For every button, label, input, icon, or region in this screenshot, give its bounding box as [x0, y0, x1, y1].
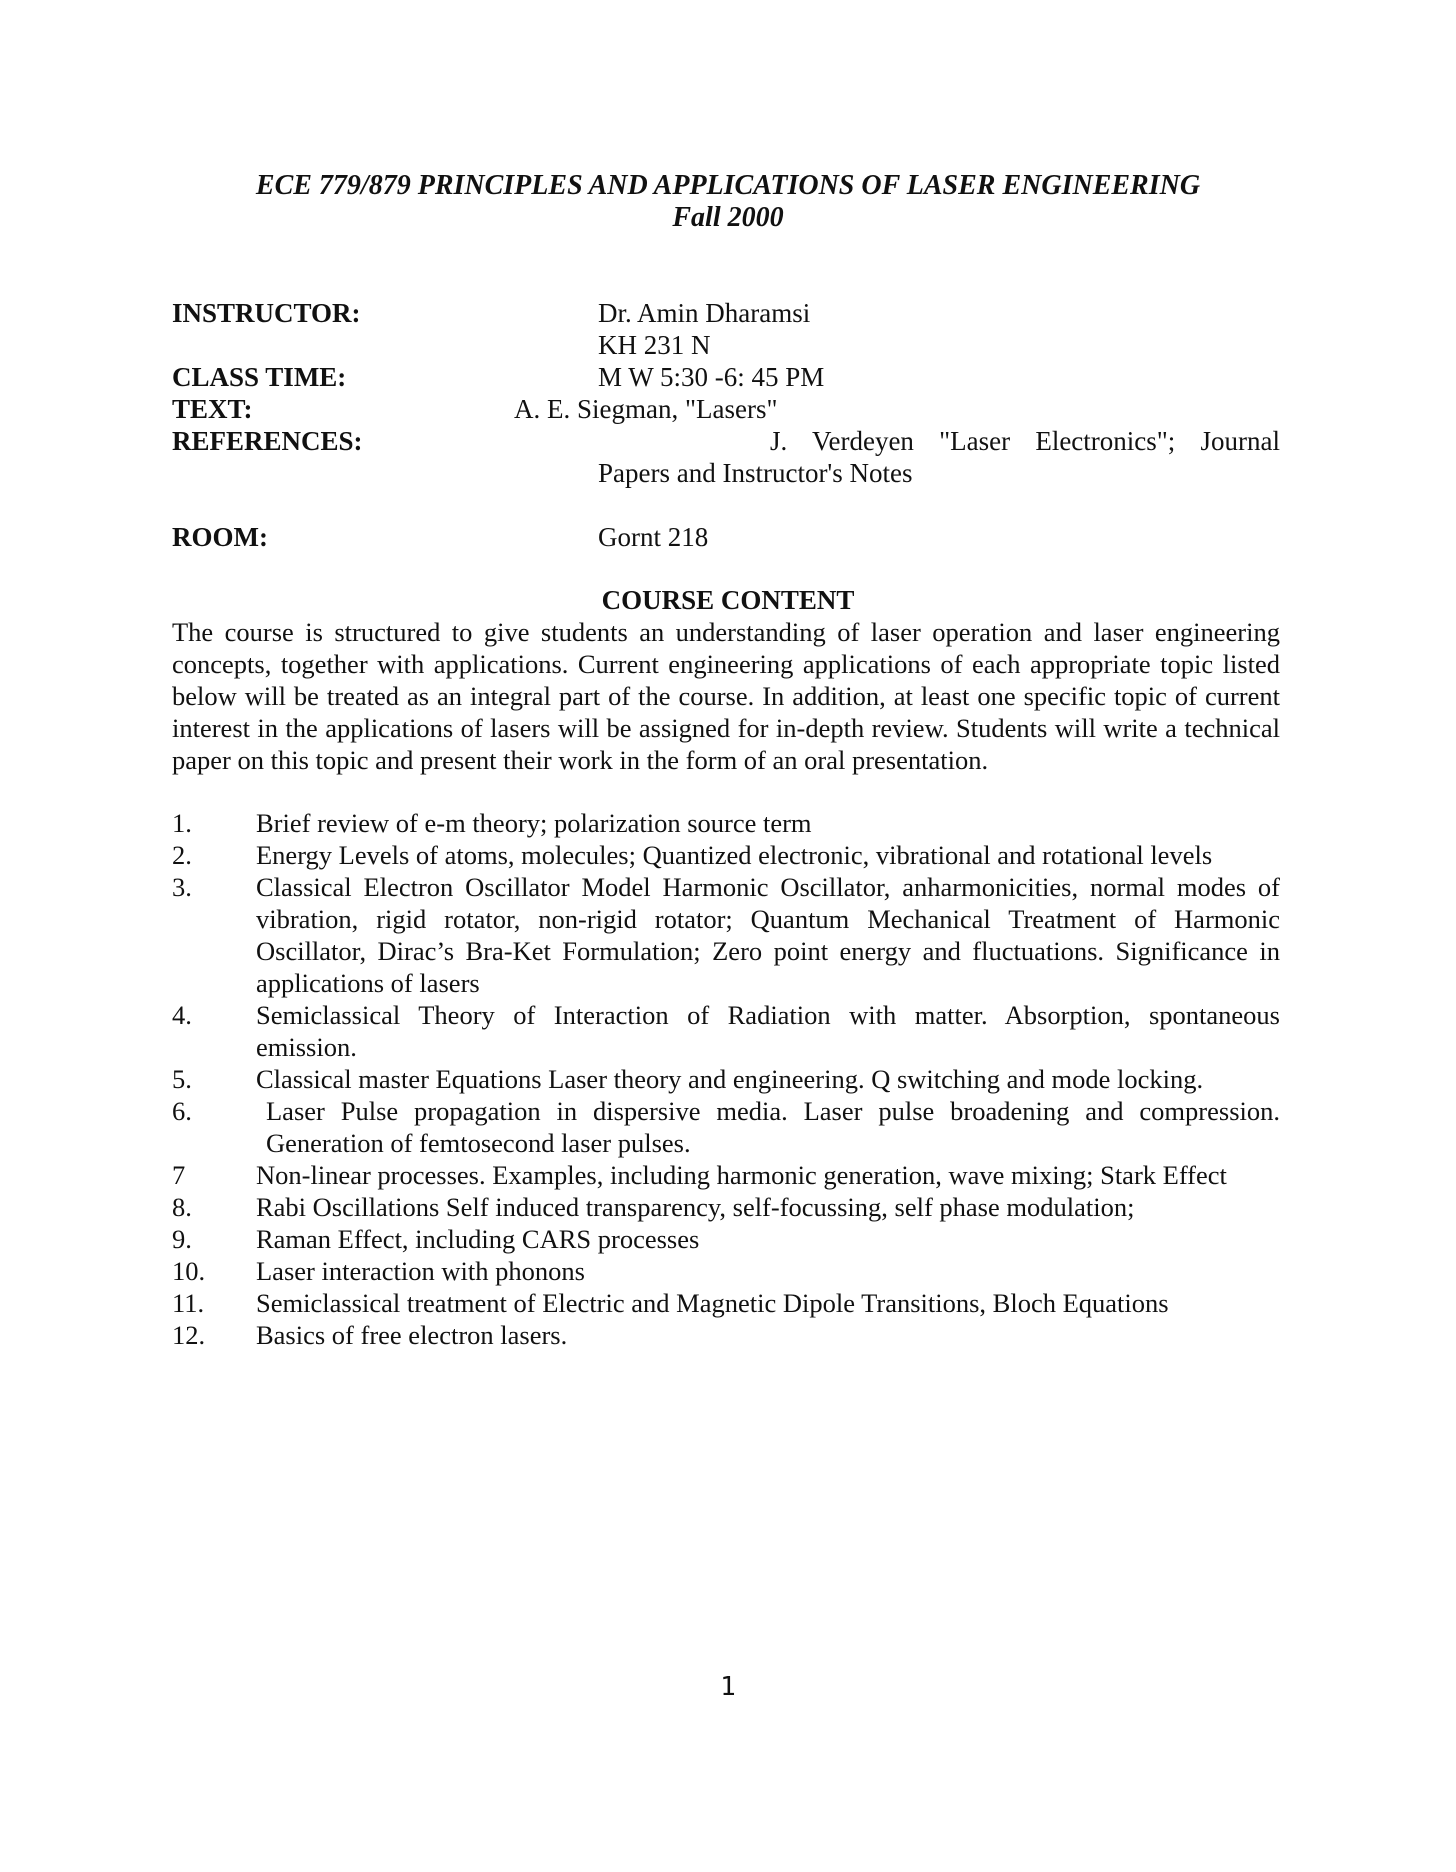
references-line-1-text: J. Verdeyen "Laser Electronics"; Journal [770, 426, 1280, 456]
topic-number: 1. [172, 808, 192, 838]
topic-item [172, 1287, 1280, 1319]
course-term: Fall 2000 [672, 202, 784, 233]
course-content-heading: COURSE CONTENT [601, 585, 855, 615]
topic-text: Raman Effect, including CARS processes [256, 1224, 700, 1254]
topic-item [172, 999, 1280, 1063]
topic-text: Laser Pulse propagation in dispersive media. Laser pulse broadening and compression. Generation of femtosecond laser pulses. [266, 1096, 1280, 1158]
topic-text: Classical Electron Oscillator Model Harmonic Oscillator, anharmonicities, normal modes of vibration, rigid rotator, non-rigid rotator; Quantum Mechanical Treatment of Harmonic Oscillator, Dirac’s Bra-Ket Formulation; Zero point energy and fluctuations. Significance in applications of lasers [256, 872, 1280, 998]
topic-number: 12. [172, 1320, 206, 1350]
topic-text: Semiclassical Theory of Interaction of Radiation with matter. Absorption, spontaneous emission. [256, 1000, 1280, 1062]
instructor-name: Dr. Amin Dharamsi [598, 298, 811, 328]
room-value: Gornt 218 [598, 522, 709, 552]
text-value: A. E. Siegman, "Lasers" [514, 394, 778, 424]
topic-number: 2. [172, 840, 192, 870]
topic-item [172, 1191, 1280, 1223]
topic-item [172, 1095, 1280, 1159]
course-intro-paragraph: The course is structured to give students an understanding of laser operation and laser engineering concepts, together with applications. Current engineering applications of each appropriate topic listed below will be treated as an integral part of the course. In addition, at least one specific topic of current interest in the applications of lasers will be assigned for in-depth review. Students will write a technical paper on this topic and present their work in the form of an oral presentation. [172, 617, 1280, 775]
topic-number: 9. [172, 1224, 192, 1254]
class-time-value: M W 5:30 -6: 45 PM [598, 362, 825, 392]
topic-item [172, 839, 1280, 871]
references-line-2: Papers and Instructor's Notes [598, 458, 913, 488]
page-number: 1 [720, 1672, 736, 1702]
text-label: TEXT: [172, 394, 253, 424]
topic-list [172, 807, 1280, 1351]
topic-text: Rabi Oscillations Self induced transparency, self-focussing, self phase modulation; [256, 1192, 1135, 1222]
topic-number: 4. [172, 1000, 192, 1030]
topic-item [172, 807, 1280, 839]
topic-text: Brief review of e-m theory; polarization source term [256, 808, 812, 838]
topic-text: Semiclassical treatment of Electric and Magnetic Dipole Transitions, Bloch Equations [256, 1288, 1169, 1318]
course-title: ECE 779/879 PRINCIPLES AND APPLICATIONS OF LASER ENGINEERING [255, 170, 1201, 201]
references-line-1 [598, 425, 1280, 457]
instructor-label: INSTRUCTOR: [172, 298, 361, 328]
topic-item [172, 871, 1280, 999]
class-time-label: CLASS TIME: [172, 362, 347, 392]
topic-number: 7 [172, 1160, 186, 1190]
topic-item [172, 1159, 1280, 1191]
topic-number: 3. [172, 872, 192, 902]
topic-text: Non-linear processes. Examples, including harmonic generation, wave mixing; Stark Effect [256, 1160, 1227, 1190]
references-label [172, 425, 363, 457]
topic-item [172, 1063, 1280, 1095]
topic-item [172, 1223, 1280, 1255]
topic-text: Basics of free electron lasers. [256, 1320, 568, 1350]
topic-number: 11. [172, 1288, 205, 1318]
instructor-office: KH 231 N [598, 330, 711, 360]
topic-number: 6. [172, 1096, 192, 1126]
topic-text: Classical master Equations Laser theory and engineering. Q switching and mode locking. [256, 1064, 1204, 1094]
topic-text: Energy Levels of atoms, molecules; Quantized electronic, vibrational and rotational levels [256, 840, 1213, 870]
topic-item [172, 1255, 1280, 1287]
topic-number: 5. [172, 1064, 192, 1094]
topic-text: Laser interaction with phonons [256, 1256, 585, 1286]
topic-number: 10. [172, 1256, 206, 1286]
references-label-text: REFERENCES: [172, 426, 363, 456]
topic-number: 8. [172, 1192, 192, 1222]
room-label: ROOM: [172, 522, 268, 552]
topic-item [172, 1319, 1280, 1351]
